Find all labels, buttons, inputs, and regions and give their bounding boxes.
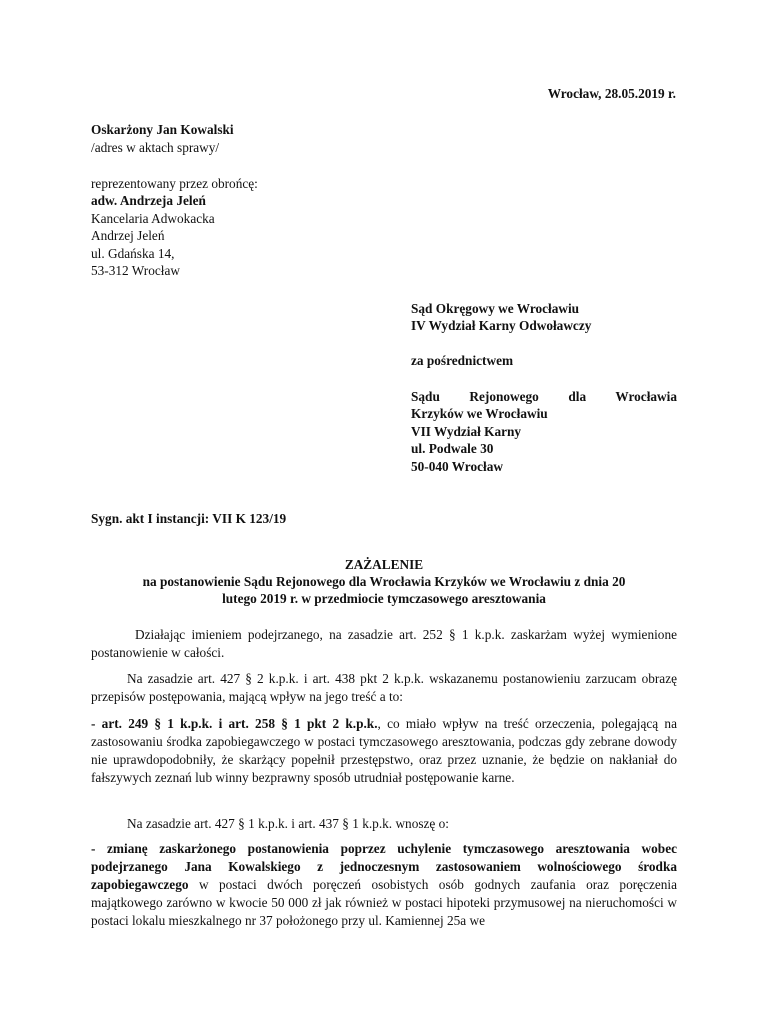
date-line: Wrocław, 28.05.2019 r.	[547, 86, 676, 101]
document-subtitle-line1: na postanowienie Sądu Rejonowego dla Wrocławia Krzyków we Wrocławiu z dnia 20	[142, 574, 626, 589]
lower-court-line1: Sądu Rejonowego dla Wrocławia	[411, 389, 677, 404]
sender-name: Oskarżony Jan Kowalski	[91, 122, 234, 137]
representative-line: 53-312 Wrocław	[91, 263, 180, 278]
paragraph-motion	[91, 840, 677, 930]
lower-court-line2: Krzyków we Wrocławiu	[411, 406, 548, 421]
motion-request: - zmianę zaskarżonego postanowienia poprzez uchylenie tymczasowego aresztowania wobec podejrzanego Jana Kowalskiego z jednoczesnym zastosowaniem wolnościowego środka zapobiegawczego	[91, 841, 677, 892]
paragraph-charges-intro: Na zasadzie art. 427 § 2 k.p.k. i art. 438 pkt 2 k.p.k. wskazanemu postanowieniu zarzucam obrazę przepisów postępowania, mającą wpływ na jego treść a to:	[91, 671, 677, 704]
representative-name: adw. Andrzeja Jeleń	[91, 193, 206, 208]
document-title: ZAŻALENIE	[344, 557, 424, 572]
paragraph-motion-intro: Na zasadzie art. 427 § 1 k.p.k. i art. 437 § 1 k.p.k. wnoszę o:	[127, 816, 450, 831]
motion-details: w postaci dwóch poręczeń osobistych osób godnych zaufania oraz poręczenia majątkowego zarówno w kwocie 50 000 zł jak również w postaci hipoteki przymusowej na nieruchomości w postaci lokalu mieszkalnego nr 37 położonego przy ul. Kamiennej 25a we	[91, 877, 677, 928]
recipient-court: Sąd Okręgowy we Wrocławiu	[411, 301, 580, 316]
charge-description: , co miało wpływ na treść orzeczenia, polegającą na zastosowaniu środka zapobiegawczego w postaci tymczasowego aresztowania, podczas gdy zebrane dowody nie uprawdopodobniły, że skarżący popełnił przestępstwo, oraz przez uznanie, że będzie on nakłaniał do fałszywych zeznań lub winny bezprawny sposób utrudniał postępowanie karne.	[91, 716, 677, 785]
representative-line: ul. Gdańska 14,	[91, 246, 175, 261]
sender-address: /adres w aktach sprawy/	[91, 140, 220, 155]
recipient-division: IV Wydział Karny Odwoławczy	[411, 318, 592, 333]
representative-intro: reprezentowany przez obrońcę:	[91, 176, 258, 191]
representative-line: Kancelaria Adwokacka	[91, 211, 215, 226]
document-subtitle-line2: lutego 2019 r. w przedmiocie tymczasowego aresztowania	[222, 591, 546, 606]
lower-court-city: 50-040 Wrocław	[411, 459, 503, 474]
charge-articles: - art. 249 § 1 k.p.k. i art. 258 § 1 pkt 2 k.p.k.	[91, 716, 378, 731]
lower-court-division: VII Wydział Karny	[411, 424, 522, 439]
lower-court-street: ul. Podwale 30	[411, 441, 494, 456]
paragraph-charge	[91, 715, 677, 787]
recipient-via: za pośrednictwem	[411, 353, 514, 368]
case-signature: Sygn. akt I instancji: VII K 123/19	[91, 511, 287, 526]
representative-line: Andrzej Jeleń	[91, 228, 165, 243]
paragraph-appeal-scope: Działając imieniem podejrzanego, na zasadzie art. 252 § 1 k.p.k. zaskarżam wyżej wymienione postanowienie w całości.	[91, 627, 677, 660]
